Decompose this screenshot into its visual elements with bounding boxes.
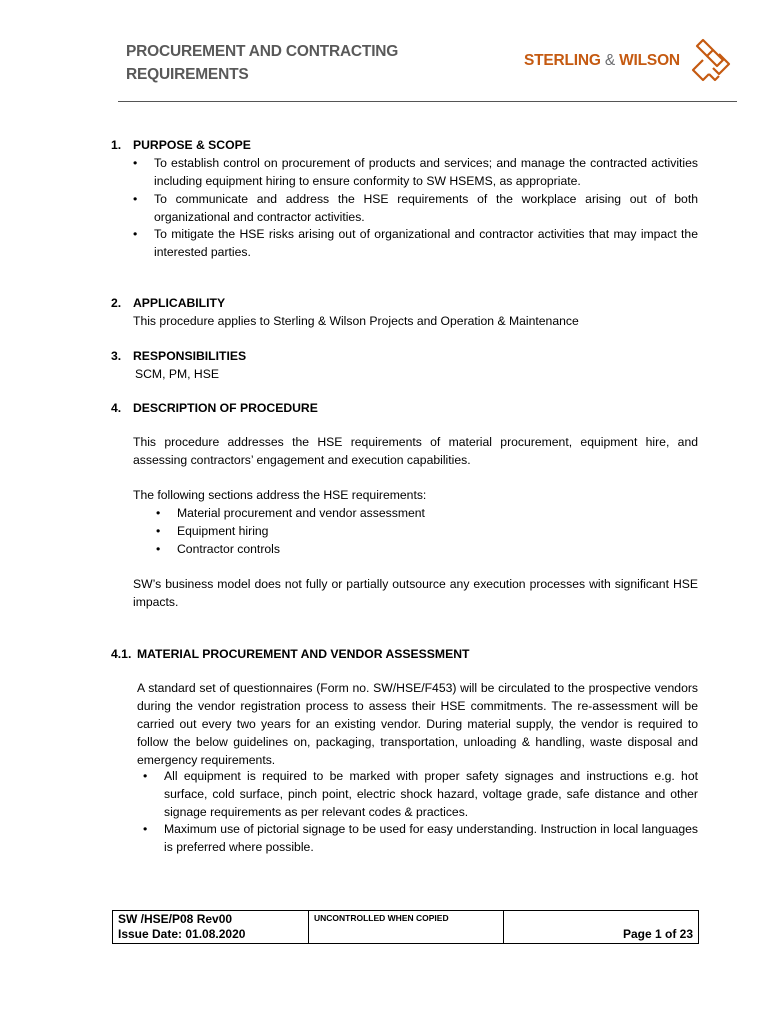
- list-item: [143, 820, 698, 856]
- section-number: 3.: [111, 349, 122, 363]
- section-number: 4.: [111, 401, 122, 415]
- footer-issue-date: Issue Date: 01.08.2020: [118, 927, 246, 941]
- company-logo: [524, 38, 739, 88]
- list-item-text: To communicate and address the HSE requirements of the workplace arising out of both organizational and contractor activities.: [154, 192, 698, 224]
- list-item: [156, 522, 677, 540]
- list-item: [143, 767, 698, 821]
- bullet-icon: •: [133, 156, 138, 170]
- footer-page-info: [504, 911, 698, 943]
- footer-control-status: [309, 911, 504, 943]
- bullet-icon: •: [156, 524, 161, 538]
- description-paragraph-2: The following sections address the HSE requirements:: [133, 488, 427, 502]
- list-item: [133, 190, 698, 226]
- footer-uncontrolled-label: UNCONTROLLED WHEN COPIED: [314, 913, 449, 923]
- footer-page-number: Page 1 of 23: [622, 927, 693, 941]
- responsibilities-text: SCM, PM, HSE: [135, 367, 219, 381]
- list-item-text: To establish control on procurement of products and services; and manage the contracted activities including equipment hiring to ensure conformity to SW HSEMS, as appropriate.: [154, 156, 698, 188]
- description-paragraph-3: SW’s business model does not fully or partially outsource any execution processes with significant HSE impacts.: [133, 577, 698, 609]
- list-item-text: Material procurement and vendor assessment: [177, 506, 425, 520]
- footer-doc-info: [113, 911, 309, 943]
- bullet-icon: •: [133, 227, 138, 241]
- list-item: [133, 225, 698, 261]
- list-item-text: Maximum use of pictorial signage to be used for easy understanding. Instruction in local languages is preferred where possible.: [164, 822, 698, 854]
- section-title: DESCRIPTION OF PROCEDURE: [133, 401, 318, 415]
- logo-ampersand: &: [604, 52, 616, 69]
- bullet-icon: •: [143, 822, 148, 836]
- document-title: [126, 40, 426, 86]
- section-title: MATERIAL PROCUREMENT AND VENDOR ASSESSMENT: [137, 647, 470, 661]
- section-heading-responsibilities: [111, 347, 246, 365]
- list-item-text: To mitigate the HSE risks arising out of organizational and contractor activities that may impact the interested parties.: [154, 227, 698, 259]
- section-number: 4.1.: [111, 647, 132, 661]
- header-divider: [118, 101, 737, 102]
- list-item: [156, 504, 677, 522]
- section-heading-purpose: [111, 136, 251, 154]
- section-heading-description: [111, 399, 318, 417]
- logo-mark-icon: [689, 38, 733, 86]
- bullet-icon: •: [156, 542, 161, 556]
- section-number: 2.: [111, 296, 122, 310]
- logo-word-1: STERLING: [524, 52, 601, 69]
- document-title-line1: PROCUREMENT AND CONTRACTING: [126, 43, 399, 60]
- section-title: APPLICABILITY: [133, 296, 226, 310]
- document-title-line2: REQUIREMENTS: [126, 66, 249, 83]
- applicability-text: This procedure applies to Sterling & Wilson Projects and Operation & Maintenance: [133, 314, 579, 328]
- list-item: [156, 540, 677, 558]
- list-item-text: All equipment is required to be marked with proper safety signages and instructions e.g. hot surface, cold surface, pinch point, electric shock hazard, voltage grade, safe distance and other signage requirements as per relevant codes & practices.: [164, 769, 698, 819]
- footer-doc-number: SW /HSE/P08 Rev00: [118, 912, 233, 926]
- logo-word-2: WILSON: [619, 52, 680, 69]
- logo-wordmark: [524, 52, 680, 70]
- description-paragraph-1: This procedure addresses the HSE requirements of material procurement, equipment hire, and assessing contractors’ engagement and execution capabilities.: [133, 435, 698, 467]
- section-title: PURPOSE & SCOPE: [133, 138, 251, 152]
- material-procurement-paragraph: A standard set of questionnaires (Form no. SW/HSE/F453) will be circulated to the prospective vendors during the vendor registration process to assess their HSE commitments. The re-assessment will be carried out every two years for an existing vendor. During material supply, the vendor is required to follow the below guidelines on, packaging, transportation, unloading & handling, waste disposal and emergency requirements.: [137, 681, 698, 767]
- section-heading-applicability: [111, 294, 225, 312]
- section-number: 1.: [111, 138, 122, 152]
- bullet-icon: •: [143, 769, 148, 783]
- document-footer: [112, 910, 699, 944]
- section-heading-material-procurement: [111, 645, 469, 663]
- bullet-icon: •: [156, 506, 161, 520]
- list-item-text: Contractor controls: [177, 542, 280, 556]
- list-item: [133, 154, 698, 190]
- section-title: RESPONSIBILITIES: [133, 349, 247, 363]
- list-item-text: Equipment hiring: [177, 524, 269, 538]
- bullet-icon: •: [133, 192, 138, 206]
